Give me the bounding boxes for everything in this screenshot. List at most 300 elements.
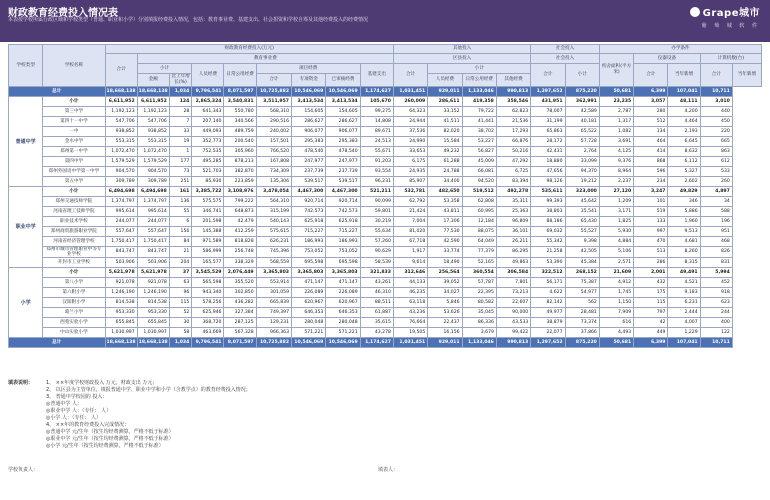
value-cell: 154,605 bbox=[326, 107, 360, 117]
value-cell: 19 bbox=[169, 137, 192, 147]
value-cell: 61,887 bbox=[360, 308, 393, 318]
value-cell: 36,101 bbox=[496, 227, 530, 237]
note-line: ◎小学 人：（专任： 人） bbox=[46, 415, 102, 421]
col-county-a: 人员经费 bbox=[428, 74, 462, 87]
value-cell: 64,323 bbox=[393, 107, 427, 117]
school-name-cell: 郑州商贸旅游职业学院 bbox=[43, 227, 105, 237]
value-cell: 8,260 bbox=[668, 247, 700, 258]
value-cell: 695,598 bbox=[292, 258, 326, 268]
value-cell: 154,605 bbox=[292, 107, 326, 117]
value-cell: 814,538 bbox=[105, 298, 137, 308]
value-cell: 1,579,529 bbox=[137, 157, 169, 167]
total-row bbox=[9, 338, 762, 348]
value-cell: 10,546,069 bbox=[326, 338, 360, 348]
value-cell: 1,374,797 bbox=[137, 197, 169, 207]
value-cell: 161 bbox=[169, 187, 192, 197]
value-cell: 9,796,541 bbox=[192, 338, 224, 348]
value-cell: 3,108,976 bbox=[224, 187, 256, 197]
value-cell: 93,554 bbox=[360, 167, 393, 177]
value-cell: 234 bbox=[634, 177, 668, 187]
value-cell: 8,071,597 bbox=[224, 338, 256, 348]
value-cell: 412,259 bbox=[224, 227, 256, 237]
value-cell: 220 bbox=[700, 127, 732, 137]
value-cell: 1 bbox=[169, 147, 192, 157]
value-cell: 33,653 bbox=[393, 147, 427, 157]
value-cell: 39,052 bbox=[428, 278, 462, 288]
value-cell: 58 bbox=[169, 328, 192, 338]
value-cell: 42,505 bbox=[565, 247, 599, 258]
value-cell: 1,082 bbox=[599, 127, 633, 137]
value-cell: 7 bbox=[169, 117, 192, 127]
value-cell: 45,642 bbox=[565, 197, 599, 207]
value-cell: 4,681 bbox=[668, 237, 700, 247]
value-cell: 562 bbox=[565, 298, 599, 308]
value-cell: 2,444 bbox=[668, 308, 700, 318]
value-cell: 4,464 bbox=[668, 117, 700, 127]
brand-name: Grape城市 bbox=[702, 8, 760, 19]
value-cell: 226,089 bbox=[326, 288, 360, 298]
value-cell: 3,413,534 bbox=[292, 97, 326, 107]
value-cell: 10,711 bbox=[700, 338, 732, 348]
value-cell: 40,181 bbox=[565, 117, 599, 127]
value-cell: 620,967 bbox=[292, 298, 326, 308]
value-cell: 24,944 bbox=[393, 117, 427, 127]
note-line: ◎职业中学 人：（专任： 人） bbox=[46, 408, 112, 414]
value-cell: 309,789 bbox=[137, 177, 169, 187]
value-cell: 43,261 bbox=[360, 278, 393, 288]
value-cell: 45,384 bbox=[565, 258, 599, 268]
value-cell: 1,960 bbox=[668, 217, 700, 227]
value-cell: 450 bbox=[700, 117, 732, 127]
value-cell: 831 bbox=[700, 258, 732, 268]
value-cell: 286,627 bbox=[292, 117, 326, 127]
value-cell: 18,668,138 bbox=[137, 87, 169, 97]
value-cell: 995,614 bbox=[105, 207, 137, 217]
value-cell: 745,396 bbox=[256, 247, 291, 258]
value-cell: 237,739 bbox=[292, 167, 326, 177]
value-cell: 49,829 bbox=[668, 187, 700, 197]
value-cell: 990,813 bbox=[496, 338, 530, 348]
value-cell: 547,706 bbox=[137, 117, 169, 127]
table-row bbox=[9, 328, 762, 338]
value-cell: 50,216 bbox=[496, 147, 530, 157]
col-group-computers: 计算机数(台) bbox=[700, 54, 761, 64]
value-cell: 41,511 bbox=[428, 117, 462, 127]
value-cell: 519,512 bbox=[462, 187, 496, 197]
value-cell: 521,703 bbox=[192, 167, 224, 177]
value-cell: 355,520 bbox=[224, 278, 256, 288]
value-cell: 145,388 bbox=[192, 227, 224, 237]
value-cell: 260 bbox=[700, 177, 732, 187]
value-cell: 37 bbox=[169, 268, 192, 278]
value-cell: 312,646 bbox=[393, 268, 427, 278]
table-row bbox=[9, 197, 762, 207]
value-cell: 290,516 bbox=[256, 117, 291, 127]
value-cell: 715,227 bbox=[326, 227, 360, 237]
row-label: 总计 bbox=[9, 338, 106, 348]
value-cell: 28,481 bbox=[565, 308, 599, 318]
value-cell: 503,906 bbox=[105, 258, 137, 268]
value-cell: 2,764 bbox=[565, 147, 599, 157]
col-total: 合计 bbox=[105, 54, 137, 87]
value-cell: 338,329 bbox=[224, 258, 256, 268]
value-cell: 431,951 bbox=[531, 97, 565, 107]
col-county-total: 合计 bbox=[393, 64, 427, 87]
value-cell: 315,199 bbox=[256, 207, 291, 217]
value-cell: 186,993 bbox=[292, 237, 326, 247]
table-row bbox=[9, 167, 762, 177]
table-row bbox=[9, 107, 762, 117]
value-cell: 5,327 bbox=[668, 167, 700, 177]
table-row bbox=[9, 278, 762, 288]
value-cell: 101 bbox=[634, 197, 668, 207]
value-cell: 62,808 bbox=[462, 197, 496, 207]
value-cell: 177 bbox=[169, 157, 192, 167]
value-cell: 966,363 bbox=[256, 328, 291, 338]
value-cell: 54,977 bbox=[565, 288, 599, 298]
value-cell: 826 bbox=[700, 247, 732, 258]
value-cell: 4,467,300 bbox=[326, 187, 360, 197]
school-name-cell: 西苑实验小学 bbox=[43, 318, 105, 328]
col-group-staff: 办学条件 bbox=[599, 45, 761, 54]
table-row bbox=[9, 157, 762, 167]
value-cell: 436,282 bbox=[224, 298, 256, 308]
value-cell: 641,343 bbox=[192, 107, 224, 117]
funding-table bbox=[8, 44, 762, 348]
school-name-cell: 小计 bbox=[43, 268, 105, 278]
value-cell: 12,184 bbox=[462, 217, 496, 227]
value-cell: 27,120 bbox=[599, 187, 633, 197]
value-cell: 77,379 bbox=[462, 247, 496, 258]
value-cell: 33,152 bbox=[428, 107, 462, 117]
value-cell: 568,559 bbox=[256, 258, 291, 268]
brand-logo bbox=[690, 4, 760, 29]
value-cell: 452 bbox=[700, 278, 732, 288]
value-cell: 547,706 bbox=[105, 117, 137, 127]
school-name-cell: 郑州交通技师学院 bbox=[43, 197, 105, 207]
value-cell: 35,615 bbox=[360, 318, 393, 328]
value-cell: 918 bbox=[700, 288, 732, 298]
value-cell: 69,032 bbox=[531, 227, 565, 237]
col-group-fiscal: 财政教育经费投入(万元) bbox=[105, 45, 393, 54]
value-cell: 623 bbox=[700, 298, 732, 308]
value-cell: 2,602 bbox=[668, 177, 700, 187]
value-cell: 42,590 bbox=[428, 237, 462, 247]
value-cell: 260,009 bbox=[393, 97, 427, 107]
value-cell: 843,747 bbox=[137, 247, 169, 258]
value-cell: 1,374,797 bbox=[105, 197, 137, 207]
value-cell: 340,566 bbox=[224, 117, 256, 127]
value-cell: 90,000 bbox=[496, 308, 530, 318]
value-cell: 8,964 bbox=[599, 167, 633, 177]
value-cell: 6,494,698 bbox=[137, 187, 169, 197]
subtotal-row bbox=[9, 97, 762, 107]
value-cell: 4,912 bbox=[599, 278, 633, 288]
value-cell: 625,946 bbox=[192, 308, 224, 318]
school-name-cell: 金水中学 bbox=[43, 137, 105, 147]
value-cell: 938,852 bbox=[105, 127, 137, 137]
value-cell: 67,718 bbox=[393, 237, 427, 247]
value-cell: 21,424 bbox=[393, 207, 427, 217]
value-cell: 42,431 bbox=[531, 147, 565, 157]
notes-body bbox=[46, 380, 446, 450]
value-cell: 997 bbox=[634, 227, 668, 237]
value-cell: 31,199 bbox=[531, 117, 565, 127]
value-cell: 66,876 bbox=[496, 137, 530, 147]
value-cell: 362,991 bbox=[565, 97, 599, 107]
value-cell: 1,150 bbox=[599, 298, 633, 308]
value-cell: 47,292 bbox=[496, 157, 530, 167]
funding-table-container bbox=[8, 44, 762, 348]
row-label: 总计 bbox=[9, 87, 106, 97]
value-cell: 553,315 bbox=[137, 137, 169, 147]
value-cell: 56,827 bbox=[462, 147, 496, 157]
value-cell: 1,917 bbox=[393, 247, 427, 258]
value-cell: 200,540 bbox=[224, 137, 256, 147]
col-comp-a: 合计 bbox=[700, 64, 732, 87]
value-cell: 920,714 bbox=[326, 197, 360, 207]
value-cell: 564,310 bbox=[256, 197, 291, 207]
value-cell: 327,384 bbox=[224, 308, 256, 318]
value-cell: 568,310 bbox=[256, 107, 291, 117]
value-cell: 513 bbox=[634, 247, 668, 258]
value-cell: 449 bbox=[634, 328, 668, 338]
value-cell: 540,143 bbox=[256, 217, 291, 227]
value-cell: 301,059 bbox=[256, 288, 291, 298]
value-cell: 35,541 bbox=[565, 207, 599, 217]
value-cell: 88,075 bbox=[462, 227, 496, 237]
value-cell: 449,093 bbox=[192, 127, 224, 137]
value-cell: 28 bbox=[169, 107, 192, 117]
value-cell: 875,220 bbox=[565, 338, 599, 348]
value-cell: 99,393 bbox=[531, 197, 565, 207]
value-cell: 35,045 bbox=[462, 308, 496, 318]
value-cell: 596 bbox=[634, 167, 668, 177]
value-cell: 532,781 bbox=[393, 187, 427, 197]
value-cell: 2,571 bbox=[599, 258, 633, 268]
value-cell: 63,118 bbox=[393, 298, 427, 308]
value-cell: 16,156 bbox=[428, 328, 462, 338]
value-cell: 5,621,978 bbox=[105, 268, 137, 278]
value-cell: 655,845 bbox=[137, 318, 169, 328]
table-row bbox=[9, 127, 762, 137]
value-cell: 175 bbox=[634, 288, 668, 298]
value-cell: 65,863 bbox=[531, 127, 565, 137]
value-cell: 3,385,722 bbox=[192, 187, 224, 197]
value-cell: 322,512 bbox=[531, 268, 565, 278]
value-cell: 1,192,123 bbox=[137, 107, 169, 117]
value-cell: 920,714 bbox=[292, 197, 326, 207]
value-cell: 5,106 bbox=[599, 247, 633, 258]
value-cell: 3,365,803 bbox=[292, 268, 326, 278]
value-cell: 557,647 bbox=[137, 227, 169, 237]
school-type-cell: 职业中学 bbox=[9, 187, 43, 268]
table-row bbox=[9, 308, 762, 318]
value-cell: 1,174,627 bbox=[360, 338, 393, 348]
value-cell: 921,078 bbox=[137, 278, 169, 288]
value-cell: 55 bbox=[169, 207, 192, 217]
value-cell: 41,441 bbox=[462, 117, 496, 127]
value-cell: 9,513 bbox=[668, 227, 700, 237]
value-cell: 1,133,046 bbox=[462, 87, 496, 97]
col-amount: 金额 bbox=[137, 74, 169, 87]
report-header bbox=[0, 0, 770, 42]
funding-table-body bbox=[9, 87, 762, 348]
value-cell: 268,152 bbox=[565, 268, 599, 278]
value-cell: 797 bbox=[634, 308, 668, 318]
value-cell: 1,825 bbox=[599, 217, 633, 227]
value-cell: 753,052 bbox=[292, 247, 326, 258]
value-cell: 96,809 bbox=[496, 217, 530, 227]
col-special-a: 专项资金 bbox=[292, 74, 326, 87]
value-cell: 287,125 bbox=[224, 318, 256, 328]
value-cell: 135,306 bbox=[256, 177, 291, 187]
value-cell: 715,227 bbox=[292, 227, 326, 237]
value-cell: 6 bbox=[169, 217, 192, 227]
col-personnel: 人员经费 bbox=[192, 64, 224, 87]
value-cell: 295,383 bbox=[326, 137, 360, 147]
value-cell: 3,679 bbox=[462, 328, 496, 338]
value-cell: 4,884 bbox=[599, 237, 633, 247]
value-cell: 4,125 bbox=[599, 147, 633, 157]
table-row bbox=[9, 207, 762, 217]
value-cell: 99,422 bbox=[496, 328, 530, 338]
value-cell: 1,174,627 bbox=[360, 87, 393, 97]
value-cell: 1,192,123 bbox=[105, 107, 137, 117]
value-cell: 38,803 bbox=[531, 207, 565, 217]
brand-subtitle: 葡 萄 城 软 件 bbox=[701, 23, 760, 29]
value-cell: 22,437 bbox=[428, 318, 462, 328]
value-cell: 1,034 bbox=[169, 338, 192, 348]
value-cell: 5,886 bbox=[668, 207, 700, 217]
value-cell: 904,570 bbox=[137, 167, 169, 177]
value-cell: 244 bbox=[700, 308, 732, 318]
value-cell: 588 bbox=[700, 207, 732, 217]
value-cell: 734,309 bbox=[256, 167, 291, 177]
school-name-cell: 河南省理工技师学院 bbox=[43, 207, 105, 217]
value-cell: 89,671 bbox=[360, 127, 393, 137]
value-cell: 521,211 bbox=[360, 187, 393, 197]
school-name-cell: 第三中学 bbox=[43, 107, 105, 117]
value-cell: 50,681 bbox=[599, 87, 633, 97]
value-cell: 99,275 bbox=[360, 107, 393, 117]
value-cell: 2,001 bbox=[634, 268, 668, 278]
value-cell: 81,020 bbox=[393, 227, 427, 237]
value-cell: 4,897 bbox=[700, 187, 732, 197]
value-cell: 90,099 bbox=[360, 197, 393, 207]
value-cell: 432 bbox=[634, 278, 668, 288]
table-row bbox=[9, 117, 762, 127]
value-cell: 625,918 bbox=[292, 217, 326, 227]
value-cell: 1,031,451 bbox=[393, 338, 427, 348]
value-cell: 953,330 bbox=[105, 308, 137, 318]
value-cell: 814,538 bbox=[137, 298, 169, 308]
value-cell: 251 bbox=[169, 177, 192, 187]
value-cell: 995,614 bbox=[137, 207, 169, 217]
value-cell: 15,584 bbox=[428, 137, 462, 147]
value-cell: 186,993 bbox=[326, 237, 360, 247]
table-row bbox=[9, 147, 762, 157]
value-cell: 539,517 bbox=[326, 177, 360, 187]
value-cell: 43,278 bbox=[360, 328, 393, 338]
value-cell: 21,258 bbox=[531, 247, 565, 258]
value-cell: 30 bbox=[169, 318, 192, 328]
value-cell: 1,317 bbox=[599, 117, 633, 127]
value-cell: 10,546,069 bbox=[292, 338, 326, 348]
value-cell: 742,573 bbox=[326, 207, 360, 217]
value-cell: 1,030,997 bbox=[105, 328, 137, 338]
value-cell: 6,494,698 bbox=[105, 187, 137, 197]
value-cell: 55,634 bbox=[360, 227, 393, 237]
value-cell: 49,232 bbox=[428, 147, 462, 157]
value-cell: 843,747 bbox=[105, 247, 137, 258]
value-cell: 951 bbox=[700, 227, 732, 237]
value-cell: 247,977 bbox=[292, 157, 326, 167]
value-cell: 4,007 bbox=[668, 318, 700, 328]
value-cell: 2,237 bbox=[599, 177, 633, 187]
value-cell: 38,879 bbox=[531, 318, 565, 328]
value-cell: 695,598 bbox=[326, 258, 360, 268]
col-group-social: 社会投入 bbox=[531, 45, 600, 54]
value-cell: 286,627 bbox=[326, 117, 360, 127]
value-cell: 107,041 bbox=[668, 338, 700, 348]
value-cell: 43,533 bbox=[496, 318, 530, 328]
value-cell: 929,011 bbox=[428, 87, 462, 97]
value-cell: 752,535 bbox=[192, 147, 224, 157]
value-cell: 648,873 bbox=[224, 207, 256, 217]
value-cell: 94,370 bbox=[565, 167, 599, 177]
value-cell: 124 bbox=[169, 97, 192, 107]
value-cell: 346,741 bbox=[192, 207, 224, 217]
value-cell: 6,725 bbox=[496, 167, 530, 177]
value-cell: 6,231 bbox=[668, 298, 700, 308]
value-cell: 244,077 bbox=[105, 217, 137, 227]
school-type-cell: 普通中学 bbox=[9, 97, 43, 187]
value-cell: 400 bbox=[700, 318, 732, 328]
value-cell: 88,511 bbox=[360, 298, 393, 308]
value-cell: 52 bbox=[169, 308, 192, 318]
value-cell: 256,748 bbox=[224, 247, 256, 258]
value-cell: 18,668,138 bbox=[105, 338, 137, 348]
value-cell: 157,501 bbox=[256, 137, 291, 147]
table-row bbox=[9, 258, 762, 268]
school-name-cell: 职业技术学校 bbox=[43, 217, 105, 227]
value-cell: 742,573 bbox=[292, 207, 326, 217]
note-line: ◎普通中学 人： bbox=[46, 401, 82, 407]
value-cell: 59,801 bbox=[360, 207, 393, 217]
value-cell: 53,358 bbox=[428, 197, 462, 207]
value-cell: 55,342 bbox=[531, 237, 565, 247]
value-cell: 22,607 bbox=[496, 298, 530, 308]
value-cell: 22,395 bbox=[462, 288, 496, 298]
value-cell: 990,813 bbox=[496, 87, 530, 97]
value-cell: 53,227 bbox=[462, 137, 496, 147]
value-cell: 10,725,882 bbox=[256, 87, 291, 97]
value-cell: 766,520 bbox=[256, 147, 291, 157]
value-cell: 25,363 bbox=[496, 207, 530, 217]
school-head-label: 学校负责人： bbox=[8, 467, 39, 473]
value-cell: 247,977 bbox=[326, 157, 360, 167]
value-cell: 34,400 bbox=[428, 177, 462, 187]
value-cell: 26,211 bbox=[496, 237, 530, 247]
value-cell: 223,859 bbox=[224, 177, 256, 187]
note-line: 3、 普通中学校园的 投入： bbox=[46, 394, 108, 400]
value-cell: 83,394 bbox=[496, 177, 530, 187]
value-cell: 58,539 bbox=[360, 258, 393, 268]
col-group-edu: 教育事业费 bbox=[137, 54, 393, 64]
value-cell: 196 bbox=[700, 217, 732, 227]
grape-logo-icon bbox=[690, 7, 700, 17]
